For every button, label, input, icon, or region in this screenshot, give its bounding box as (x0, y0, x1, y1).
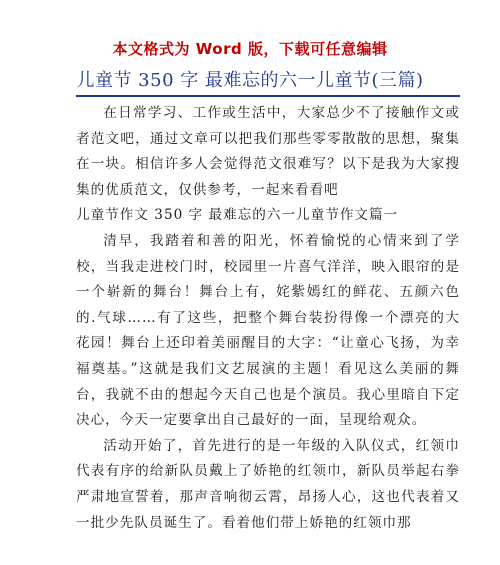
document-body (76, 101, 460, 536)
paragraph-morning: 清早，我踏着和善的阳光，怀着愉悦的心情来到了学校，当我走进校门时，校园里一片喜气洋洋，映入眼帘的是一个崭新的舞台！舞台上有，姹紫嫣红的鲜花、五颜六色的.气球……有了这些，把整个舞台装扮得像一个漂亮的大花园！舞台上还印着美丽醒目的大字：“让童心飞扬，为幸福奠基。”这就是我们文艺展演的主题！看见这么美丽的舞台，我就不由的想起今天自己也是个演员。我心里暗自下定决心，今天一定要拿出自己最好的一面，呈现给观众。 (76, 232, 460, 429)
title-divider (76, 95, 460, 97)
paragraph-activity: 活动开始了，首先进行的是一年级的入队仪式，红领巾代表有序的给新队员戴上了娇艳的红领巾，新队员举起右拳严肃地宣誓着，那声音响彻云霄，昂扬人心，这也代表着又一批少先队员诞生了。看着他们带上娇艳的红领巾那 (76, 437, 460, 531)
document-title: 儿童节 350 字 最难忘的六一儿童节(三篇) (76, 70, 424, 91)
paragraph-intro: 在日常学习、工作或生活中，大家总少不了接触作文或者范文吧，通过文章可以把我们那些零零散散的思想，聚集在一块。相信许多人会觉得范文很难写？以下是我为大家搜集的优质范文，仅供参考，一起来看看吧 (76, 105, 460, 198)
format-banner: 本文格式为 Word 版，下载可任意编辑 (112, 40, 388, 58)
section-heading: 儿童节作文 350 字 最难忘的六一儿童节作文篇一 (76, 207, 399, 224)
